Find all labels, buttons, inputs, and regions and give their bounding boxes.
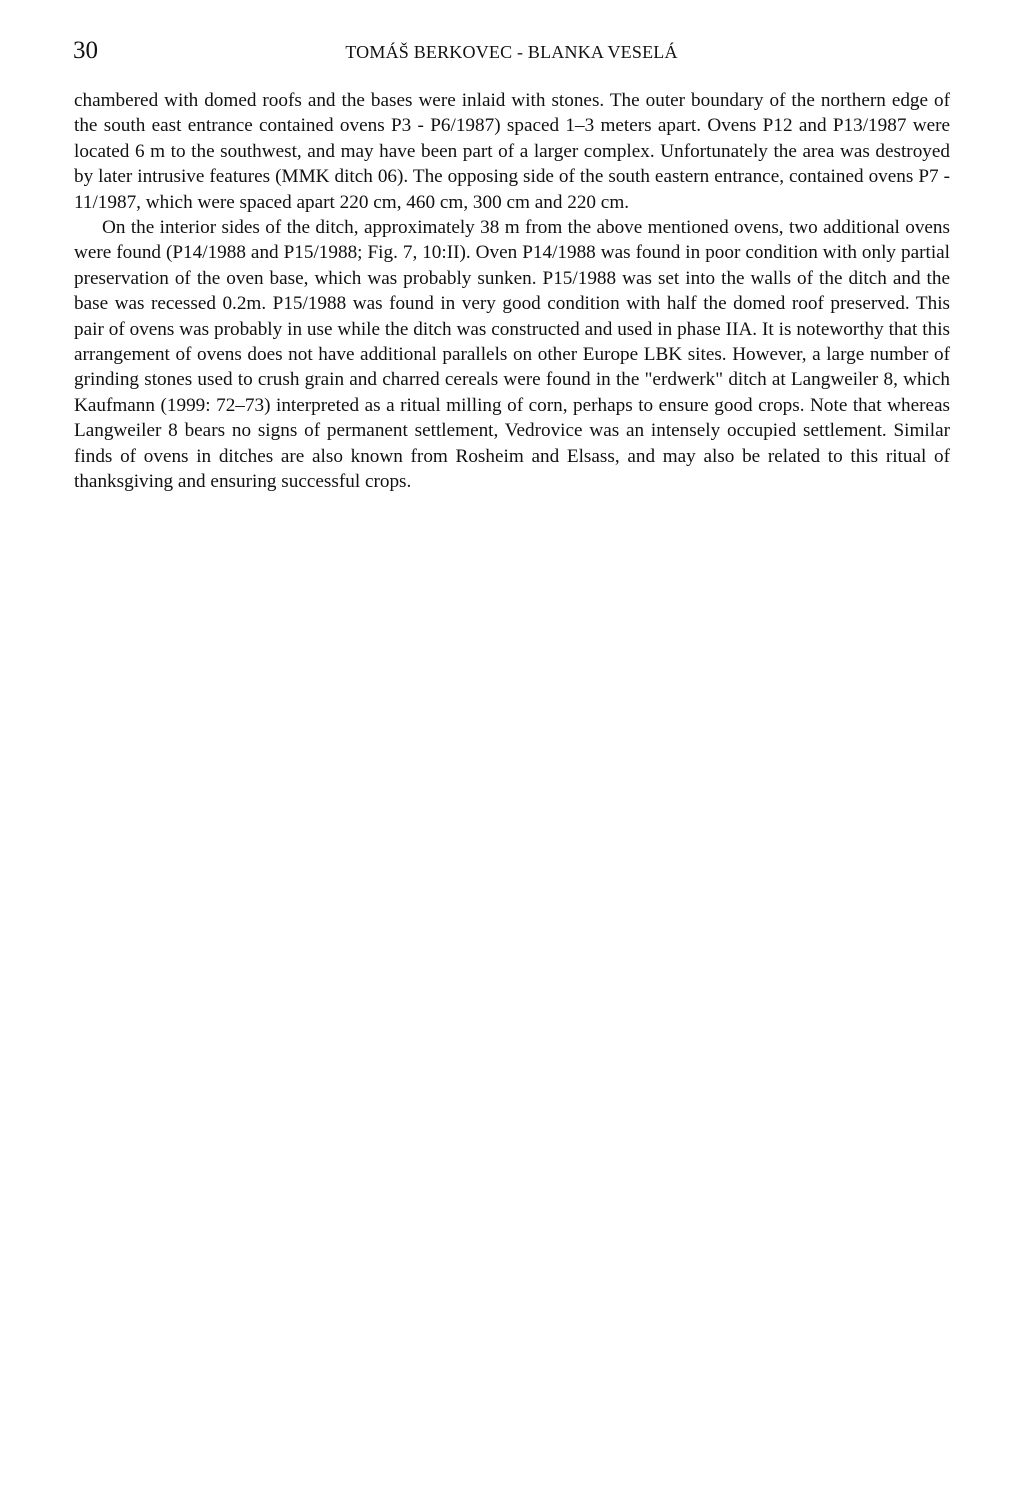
body-text <box>74 88 950 495</box>
page-number: 30 <box>73 37 98 64</box>
paragraph-1: chambered with domed roofs and the bases were inlaid with stones. The outer boundary of the northern edge of the south east entrance contained ovens P3 - P6/1987) spaced 1–3 meters apart. Ovens P12 and P13/1987 were located 6 m to the southwest, and may have been part of a larger complex. Unfortunately the area was destroyed by later intrusive features (MMK ditch 06). The opposing side of the south eastern entrance, contained ovens P7 - 11/1987, which were spaced apart 220 cm, 460 cm, 300 cm and 220 cm. <box>74 90 950 213</box>
running-header <box>73 36 950 66</box>
running-title: TOMÁŠ BERKOVEC - BLANKA VESELÁ <box>345 42 678 62</box>
paragraph-2: On the interior sides of the ditch, approximately 38 m from the above mentioned ovens, two additional ovens were found (P14/1988 and P15/1988; Fig. 7, 10:II). Oven P14/1988 was found in poor condition with only partial preservation of the oven base, which was probably sunken. P15/1988 was set into the walls of the ditch and the base was recessed 0.2m. P15/1988 was found in very good condition with half the domed roof preserved. This pair of ovens was probably in use while the ditch was constructed and used in phase IIA. It is noteworthy that this arrangement of ovens does not have additional parallels on other Europe LBK sites. However, a large number of grinding stones used to crush grain and charred cereals were found in the "erdwerk" ditch at Langweiler 8, which Kaufmann (1999: 72–73) interpreted as a ritual milling of corn, perhaps to ensure good crops. Note that whereas Langweiler 8 bears no signs of permanent settlement, Vedrovice was an intensely occupied settlement. Similar finds of ovens in ditches are also known from Rosheim and Elsass, and may also be related to this ritual of thanksgiving and ensuring successful crops. <box>74 217 950 493</box>
